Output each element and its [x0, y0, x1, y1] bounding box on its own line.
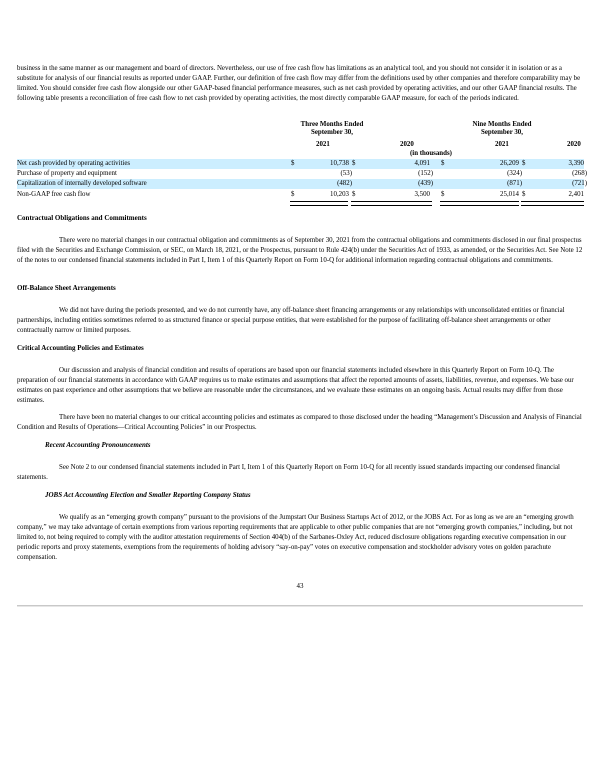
cell-value: 26,209 [500, 160, 519, 167]
year-header: 2021 [495, 141, 509, 148]
currency-symbol: $ [352, 191, 356, 198]
nine-months-header-line1: Nine Months Ended [472, 121, 532, 128]
units-label: (in thousands) [410, 150, 452, 157]
year-header: 2020 [400, 141, 414, 148]
table-row [17, 159, 584, 169]
contractual-paragraph: There were no material changes in our contractual obligation and commitments as of September 30, 2021 from the contractual obligations and commitments disclosed in our final prospectus filed with the Securities and Exchange Commission, or SEC, on March 18, 2021, or the Prospectus, pursuant to Rule 424(b) under the Securities Act of 1933, as amended, or the Securities Act. See Note 12 of the notes to our condensed financial statements included in Part I, Item 1 of this Quarterly Report on Form 10-Q for additional information regarding contractual obligations and commitments. [17, 237, 583, 265]
cell-value: (268) [572, 170, 587, 177]
cell-value: (439) [418, 180, 433, 187]
section-heading: Contractual Obligations and Commitments [17, 214, 147, 222]
section-heading: Critical Accounting Policies and Estimates [17, 344, 144, 352]
currency-symbol: $ [441, 191, 445, 198]
row-label: Capitalization of internally developed software [17, 180, 147, 187]
cell-value: 4,091 [414, 160, 430, 167]
table-row [17, 179, 587, 189]
table-row [17, 190, 584, 200]
recent-paragraph: See Note 2 to our condensed financial statements included in Part I, Item 1 of this Quarterly Report on Form 10-Q for all recently issued standards impacting our condensed financial statements. [17, 464, 560, 482]
critical-paragraph-1: Our discussion and analysis of financial condition and results of operations are based upon our financial statements included elsewhere in this Quarterly Report on Form 10-Q. The preparation of our financial statements in accordance with GAAP requires us to make estimates and assumptions that affect the reported amounts of assets, liabilities, revenue, and expenses. We base our estimates on past experience and other assumptions that we believe are reasonable under the circumstances, and we evaluate these estimates on an ongoing basis. Actual results may differ from those estimates. [17, 367, 574, 405]
off-balance-paragraph: We did not have during the periods presented, and we do not currently have, any off-balance sheet financing arrangements or any relationships with unconsolidated entities or financial partnerships, including entities sometimes referred to as structured finance or special purpose entities, that were established for the purpose of facilitating off-balance sheet arrangements or other contractually narrow or limited purposes. [17, 307, 565, 335]
cell-value: 2,401 [568, 191, 584, 198]
year-header: 2021 [316, 141, 330, 148]
table-row [17, 169, 587, 179]
row-label: Non-GAAP free cash flow [17, 191, 91, 198]
three-months-header-line2: September 30, [311, 129, 353, 136]
currency-symbol: $ [522, 191, 526, 198]
cell-value: (721) [572, 180, 587, 187]
cell-value: (53) [340, 170, 352, 177]
cell-value: (482) [337, 180, 352, 187]
currency-symbol: $ [441, 160, 445, 167]
three-months-header [267, 121, 397, 137]
cell-value: 25,014 [500, 191, 519, 198]
cell-value: 3,500 [414, 191, 430, 198]
currency-symbol: $ [522, 160, 526, 167]
currency-symbol: $ [291, 160, 295, 167]
critical-paragraph-2: There have been no material changes to our critical accounting policies and estimates as compared to those disclosed under the heading “Management’s Discussion and Analysis of Financial Condition and Results of Operations—Critical Accounting Policies” in our Prospectus. [17, 414, 582, 432]
cell-value: 10,203 [330, 191, 349, 198]
cell-value: 3,390 [568, 160, 584, 167]
currency-symbol: $ [291, 191, 295, 198]
jobs-paragraph: We qualify as an “emerging growth company” pursuant to the provisions of the Jumpstart Our Business Startups Act of 2012, or the JOBS Act. For as long as we are an “emerging growth company,” we may take advantage of certain exemptions from various reporting requirements that are applicable to other public companies that are not “emerging growth companies,” including, but not limited to, not being required to comply with the auditor attestation requirements of Section 404(b) of the Sarbanes-Oxley Act, reduced disclosure obligations regarding executive compensation in our periodic reports and proxy statements, exemptions from the requirements of holding advisory “say-on-pay” votes on executive compensation and stockholder advisory votes on golden parachute compensation. [17, 514, 574, 562]
page-divider [17, 605, 583, 607]
total-double-rule [521, 201, 584, 206]
year-header: 2020 [567, 141, 581, 148]
row-label: Purchase of property and equipment [17, 170, 117, 177]
cell-value: (871) [507, 180, 522, 187]
nine-months-header [437, 121, 567, 137]
currency-symbol: $ [352, 160, 356, 167]
total-double-rule [290, 201, 348, 206]
cell-value: (324) [507, 170, 522, 177]
nine-months-header-line2: September 30, [481, 129, 523, 136]
total-double-rule [351, 201, 432, 206]
three-months-header-line1: Three Months Ended [300, 121, 364, 128]
cell-value: (152) [418, 170, 433, 177]
section-heading: Off-Balance Sheet Arrangements [17, 284, 116, 292]
subsection-heading: JOBS Act Accounting Election and Smaller Reporting Company Status [45, 491, 251, 499]
total-double-rule [440, 201, 519, 206]
cell-value: 10,738 [330, 160, 349, 167]
subsection-heading: Recent Accounting Pronouncements [45, 441, 151, 449]
page-number: 43 [296, 582, 304, 590]
intro-paragraph: business in the same manner as our management and board of directors. Nevertheless, our use of free cash flow has limitations as an analytical tool, and you should not consider it in isolation or as a substitute for analysis of our financial results as reported under GAAP. Further, our definition of free cash flow may differ from the definitions used by other companies and therefore comparability may be limited. You should consider free cash flow alongside our other GAAP-based financial performance measures, such as net cash provided by operating activities, and our other GAAP financial results. The following table presents a reconciliation of free cash flow to net cash provided by operating activities, the most directly comparable GAAP measure, for each of the periods indicated. [17, 65, 581, 103]
row-label: Net cash provided by operating activities [17, 160, 131, 167]
